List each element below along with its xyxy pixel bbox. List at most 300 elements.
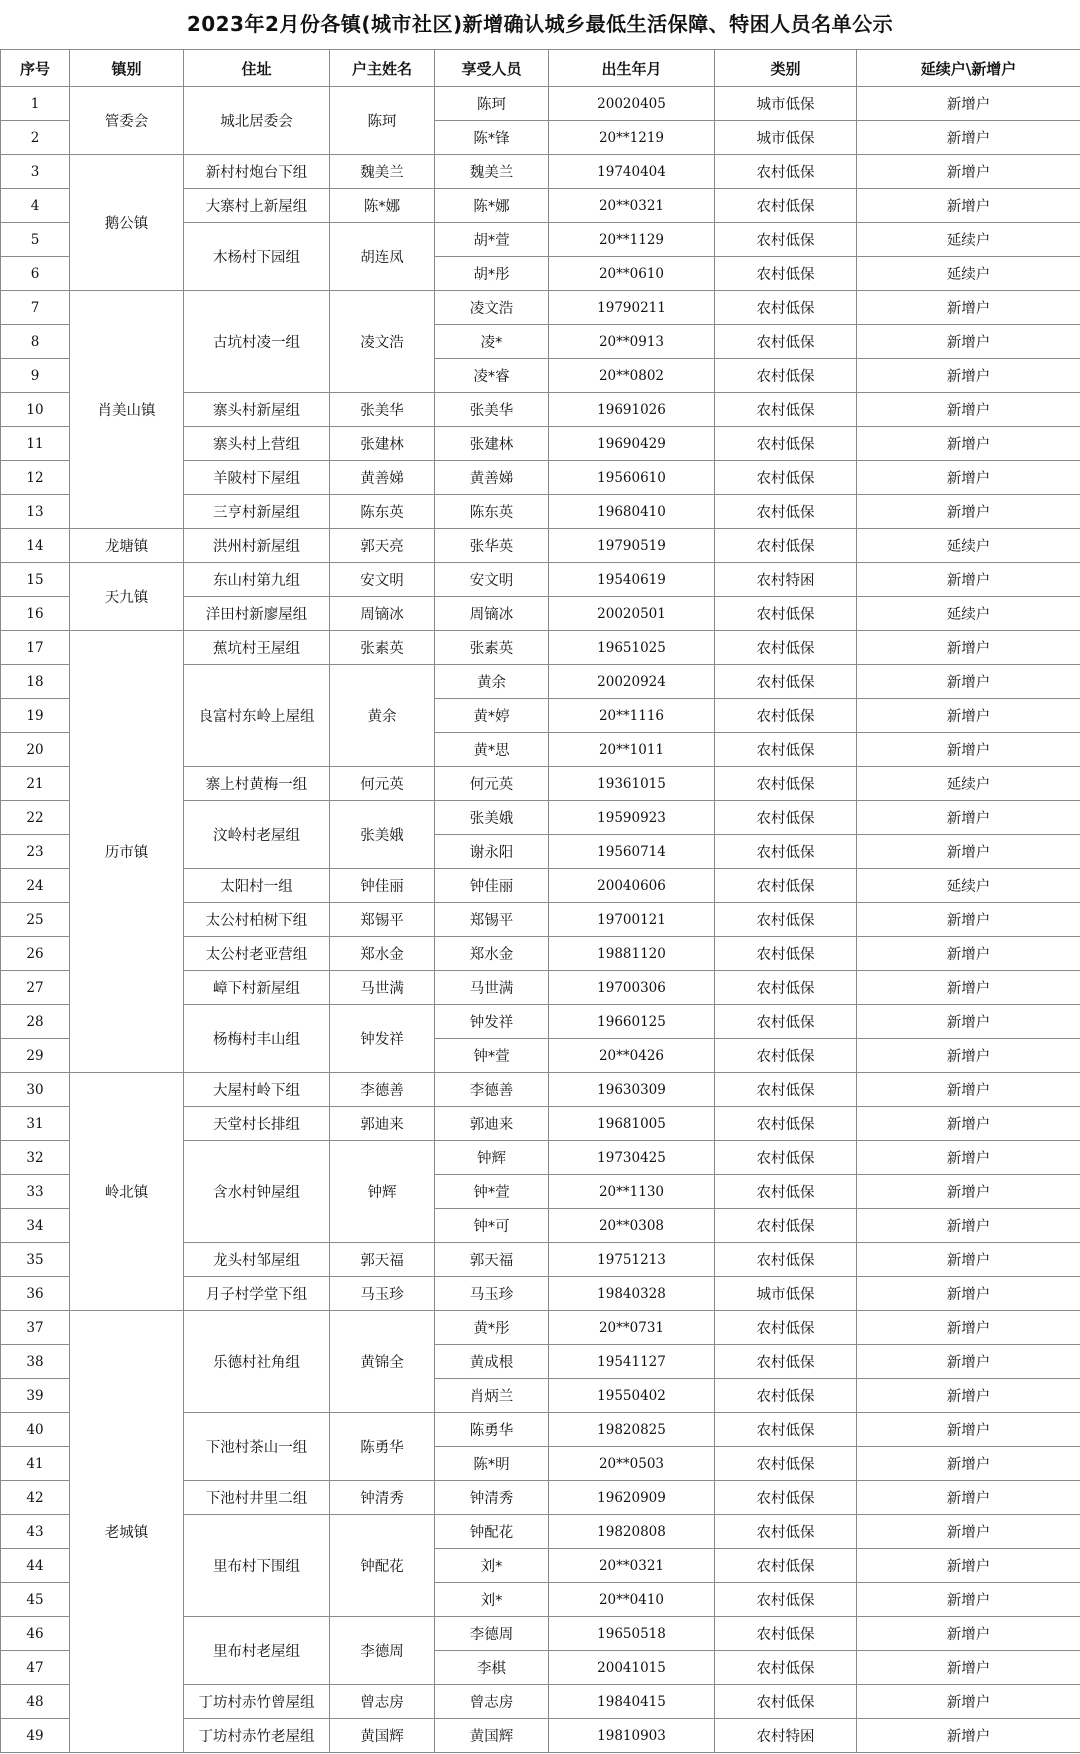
birth-date-cell: 20**0913	[549, 325, 715, 359]
row-number-cell: 11	[1, 427, 70, 461]
address-cell: 大寨村上新屋组	[184, 189, 330, 223]
household-head-cell: 陈珂	[330, 87, 435, 155]
row-number-cell: 33	[1, 1175, 70, 1209]
row-number-cell: 23	[1, 835, 70, 869]
table-body	[1, 87, 1080, 1753]
birth-date-cell: 19540619	[549, 563, 715, 597]
row-number-cell: 35	[1, 1243, 70, 1277]
address-cell: 洋田村新廖屋组	[184, 597, 330, 631]
beneficiary-cell: 张美华	[435, 393, 549, 427]
beneficiary-cell: 张美娥	[435, 801, 549, 835]
beneficiary-cell: 张建林	[435, 427, 549, 461]
status-cell: 新增户	[857, 1379, 1080, 1413]
birth-date-cell: 20**0410	[549, 1583, 715, 1617]
category-cell: 农村低保	[715, 427, 857, 461]
status-cell: 新增户	[857, 631, 1080, 665]
status-cell: 延续户	[857, 869, 1080, 903]
status-cell: 新增户	[857, 1209, 1080, 1243]
category-cell: 农村低保	[715, 1107, 857, 1141]
birth-date-cell: 20020501	[549, 597, 715, 631]
beneficiary-cell: 黄余	[435, 665, 549, 699]
row-number-cell: 10	[1, 393, 70, 427]
household-head-cell: 张美娥	[330, 801, 435, 869]
row-number-cell: 20	[1, 733, 70, 767]
status-cell: 新增户	[857, 1549, 1080, 1583]
status-cell: 新增户	[857, 1719, 1080, 1753]
beneficiary-cell: 黄成根	[435, 1345, 549, 1379]
household-head-cell: 胡连凤	[330, 223, 435, 291]
status-cell: 新增户	[857, 393, 1080, 427]
birth-date-cell: 19790519	[549, 529, 715, 563]
status-cell: 延续户	[857, 257, 1080, 291]
address-cell: 龙头村邹屋组	[184, 1243, 330, 1277]
row-number-cell: 42	[1, 1481, 70, 1515]
beneficiary-cell: 陈勇华	[435, 1413, 549, 1447]
status-cell: 延续户	[857, 223, 1080, 257]
address-cell: 洪州村新屋组	[184, 529, 330, 563]
category-cell: 农村低保	[715, 1243, 857, 1277]
town-cell: 管委会	[70, 87, 184, 155]
status-cell: 新增户	[857, 87, 1080, 121]
household-head-cell: 郑水金	[330, 937, 435, 971]
birth-date-cell: 19810903	[549, 1719, 715, 1753]
household-head-cell: 钟清秀	[330, 1481, 435, 1515]
birth-date-cell: 20**0321	[549, 1549, 715, 1583]
town-cell: 鹅公镇	[70, 155, 184, 291]
household-head-cell: 张建林	[330, 427, 435, 461]
row-number-cell: 4	[1, 189, 70, 223]
birth-date-cell: 20**0308	[549, 1209, 715, 1243]
category-cell: 城市低保	[715, 87, 857, 121]
birth-date-cell: 20041015	[549, 1651, 715, 1685]
row-number-cell: 36	[1, 1277, 70, 1311]
beneficiary-cell: 凌*	[435, 325, 549, 359]
address-cell: 嶂下村新屋组	[184, 971, 330, 1005]
birth-date-cell: 19840415	[549, 1685, 715, 1719]
table-header-row	[1, 50, 1080, 87]
address-cell: 三亨村新屋组	[184, 495, 330, 529]
status-cell: 新增户	[857, 801, 1080, 835]
status-cell: 新增户	[857, 1345, 1080, 1379]
beneficiary-cell: 黄善娣	[435, 461, 549, 495]
row-number-cell: 49	[1, 1719, 70, 1753]
status-cell: 新增户	[857, 121, 1080, 155]
address-cell: 月子村学堂下组	[184, 1277, 330, 1311]
beneficiary-cell: 周镝冰	[435, 597, 549, 631]
birth-date-cell: 19790211	[549, 291, 715, 325]
household-head-cell: 郭迪来	[330, 1107, 435, 1141]
status-cell: 新增户	[857, 155, 1080, 189]
category-cell: 农村低保	[715, 597, 857, 631]
household-head-cell: 周镝冰	[330, 597, 435, 631]
birth-date-cell: 20**1011	[549, 733, 715, 767]
row-number-cell: 13	[1, 495, 70, 529]
beneficiary-cell: 钟*萱	[435, 1039, 549, 1073]
beneficiary-cell: 安文明	[435, 563, 549, 597]
household-head-cell: 钟佳丽	[330, 869, 435, 903]
row-number-cell: 22	[1, 801, 70, 835]
address-cell: 蕉坑村王屋组	[184, 631, 330, 665]
category-cell: 农村低保	[715, 495, 857, 529]
row-number-cell: 2	[1, 121, 70, 155]
table-row	[1, 291, 1080, 325]
row-number-cell: 14	[1, 529, 70, 563]
beneficiary-cell: 曾志房	[435, 1685, 549, 1719]
category-cell: 农村低保	[715, 291, 857, 325]
birth-date-cell: 19690429	[549, 427, 715, 461]
town-cell: 龙塘镇	[70, 529, 184, 563]
beneficiary-cell: 胡*萱	[435, 223, 549, 257]
status-cell: 延续户	[857, 597, 1080, 631]
category-cell: 城市低保	[715, 121, 857, 155]
row-number-cell: 40	[1, 1413, 70, 1447]
col-header-beneficiary: 享受人员	[435, 50, 549, 87]
status-cell: 新增户	[857, 1039, 1080, 1073]
address-cell: 太阳村一组	[184, 869, 330, 903]
category-cell: 农村低保	[715, 1141, 857, 1175]
status-cell: 新增户	[857, 835, 1080, 869]
address-cell: 丁坊村赤竹曾屋组	[184, 1685, 330, 1719]
household-head-cell: 陈东英	[330, 495, 435, 529]
beneficiary-cell: 李棋	[435, 1651, 549, 1685]
row-number-cell: 17	[1, 631, 70, 665]
household-head-cell: 黄国辉	[330, 1719, 435, 1753]
birth-date-cell: 20**0610	[549, 257, 715, 291]
row-number-cell: 31	[1, 1107, 70, 1141]
col-header-no: 序号	[1, 50, 70, 87]
category-cell: 农村低保	[715, 767, 857, 801]
status-cell: 新增户	[857, 1073, 1080, 1107]
beneficiary-cell: 黄*思	[435, 733, 549, 767]
household-head-cell: 李德周	[330, 1617, 435, 1685]
household-head-cell: 郭天亮	[330, 529, 435, 563]
beneficiary-cell: 钟发祥	[435, 1005, 549, 1039]
beneficiary-cell: 郑水金	[435, 937, 549, 971]
category-cell: 农村低保	[715, 1413, 857, 1447]
beneficiary-cell: 马玉珍	[435, 1277, 549, 1311]
address-cell: 东山村第九组	[184, 563, 330, 597]
category-cell: 农村低保	[715, 699, 857, 733]
category-cell: 农村特困	[715, 563, 857, 597]
beneficiary-cell: 黄国辉	[435, 1719, 549, 1753]
row-number-cell: 47	[1, 1651, 70, 1685]
address-cell: 汶岭村老屋组	[184, 801, 330, 869]
household-head-cell: 张美华	[330, 393, 435, 427]
category-cell: 农村低保	[715, 223, 857, 257]
birth-date-cell: 19700121	[549, 903, 715, 937]
category-cell: 农村低保	[715, 189, 857, 223]
table-row	[1, 631, 1080, 665]
birth-date-cell: 20**1116	[549, 699, 715, 733]
category-cell: 农村低保	[715, 903, 857, 937]
status-cell: 新增户	[857, 563, 1080, 597]
row-number-cell: 3	[1, 155, 70, 189]
address-cell: 新村村炮台下组	[184, 155, 330, 189]
beneficiary-cell: 钟*可	[435, 1209, 549, 1243]
address-cell: 含水村钟屋组	[184, 1141, 330, 1243]
status-cell: 新增户	[857, 461, 1080, 495]
row-number-cell: 25	[1, 903, 70, 937]
household-head-cell: 马玉珍	[330, 1277, 435, 1311]
birth-date-cell: 19881120	[549, 937, 715, 971]
row-number-cell: 37	[1, 1311, 70, 1345]
row-number-cell: 16	[1, 597, 70, 631]
category-cell: 农村低保	[715, 869, 857, 903]
category-cell: 农村低保	[715, 1481, 857, 1515]
row-number-cell: 15	[1, 563, 70, 597]
table-row	[1, 1311, 1080, 1345]
category-cell: 农村低保	[715, 1175, 857, 1209]
address-cell: 大屋村岭下组	[184, 1073, 330, 1107]
birth-date-cell: 19820825	[549, 1413, 715, 1447]
beneficiary-cell: 李德善	[435, 1073, 549, 1107]
birth-date-cell: 19650518	[549, 1617, 715, 1651]
birth-date-cell: 19691026	[549, 393, 715, 427]
beneficiary-cell: 黄*彤	[435, 1311, 549, 1345]
birth-date-cell: 19700306	[549, 971, 715, 1005]
row-number-cell: 5	[1, 223, 70, 257]
birth-date-cell: 19560610	[549, 461, 715, 495]
address-cell: 里布村下围组	[184, 1515, 330, 1617]
row-number-cell: 38	[1, 1345, 70, 1379]
birth-date-cell: 19840328	[549, 1277, 715, 1311]
household-head-cell: 凌文浩	[330, 291, 435, 393]
town-cell: 历市镇	[70, 631, 184, 1073]
beneficiary-cell: 郭迪来	[435, 1107, 549, 1141]
birth-date-cell: 20**0503	[549, 1447, 715, 1481]
row-number-cell: 26	[1, 937, 70, 971]
beneficiary-cell: 张素英	[435, 631, 549, 665]
household-head-cell: 安文明	[330, 563, 435, 597]
birth-date-cell: 19681005	[549, 1107, 715, 1141]
row-number-cell: 19	[1, 699, 70, 733]
beneficiary-cell: 张华英	[435, 529, 549, 563]
status-cell: 新增户	[857, 1515, 1080, 1549]
status-cell: 新增户	[857, 1651, 1080, 1685]
birth-date-cell: 19751213	[549, 1243, 715, 1277]
category-cell: 农村低保	[715, 1549, 857, 1583]
household-head-cell: 郭天福	[330, 1243, 435, 1277]
birth-date-cell: 19560714	[549, 835, 715, 869]
address-cell: 城北居委会	[184, 87, 330, 155]
status-cell: 延续户	[857, 529, 1080, 563]
status-cell: 新增户	[857, 427, 1080, 461]
category-cell: 农村低保	[715, 1651, 857, 1685]
status-cell: 新增户	[857, 1107, 1080, 1141]
status-cell: 新增户	[857, 1005, 1080, 1039]
birth-date-cell: 19651025	[549, 631, 715, 665]
row-number-cell: 48	[1, 1685, 70, 1719]
category-cell: 农村低保	[715, 155, 857, 189]
birth-date-cell: 19620909	[549, 1481, 715, 1515]
town-cell: 老城镇	[70, 1311, 184, 1753]
col-header-household-head: 户主姓名	[330, 50, 435, 87]
status-cell: 新增户	[857, 189, 1080, 223]
status-cell: 延续户	[857, 767, 1080, 801]
table-row	[1, 1073, 1080, 1107]
row-number-cell: 27	[1, 971, 70, 1005]
town-cell: 天九镇	[70, 563, 184, 631]
category-cell: 农村低保	[715, 1379, 857, 1413]
household-head-cell: 陈*娜	[330, 189, 435, 223]
row-number-cell: 1	[1, 87, 70, 121]
table-row	[1, 563, 1080, 597]
beneficiary-cell: 陈*娜	[435, 189, 549, 223]
status-cell: 新增户	[857, 903, 1080, 937]
birth-date-cell: 19680410	[549, 495, 715, 529]
status-cell: 新增户	[857, 1685, 1080, 1719]
row-number-cell: 46	[1, 1617, 70, 1651]
row-number-cell: 7	[1, 291, 70, 325]
beneficiary-cell: 凌*睿	[435, 359, 549, 393]
row-number-cell: 39	[1, 1379, 70, 1413]
status-cell: 新增户	[857, 291, 1080, 325]
row-number-cell: 18	[1, 665, 70, 699]
category-cell: 农村低保	[715, 1345, 857, 1379]
beneficiary-cell: 刘*	[435, 1583, 549, 1617]
household-head-cell: 钟配花	[330, 1515, 435, 1617]
status-cell: 新增户	[857, 1481, 1080, 1515]
col-header-address: 住址	[184, 50, 330, 87]
status-cell: 新增户	[857, 1141, 1080, 1175]
beneficiary-cell: 钟*萱	[435, 1175, 549, 1209]
birth-date-cell: 19590923	[549, 801, 715, 835]
page-title: 2023年2月份各镇(城市社区)新增确认城乡最低生活保障、特困人员名单公示	[186, 12, 894, 36]
row-number-cell: 43	[1, 1515, 70, 1549]
row-number-cell: 34	[1, 1209, 70, 1243]
category-cell: 农村低保	[715, 1685, 857, 1719]
category-cell: 农村低保	[715, 971, 857, 1005]
category-cell: 农村低保	[715, 325, 857, 359]
birth-date-cell: 20**1130	[549, 1175, 715, 1209]
category-cell: 农村低保	[715, 835, 857, 869]
category-cell: 农村低保	[715, 1005, 857, 1039]
household-head-cell: 钟发祥	[330, 1005, 435, 1073]
birth-date-cell: 20**0802	[549, 359, 715, 393]
birth-date-cell: 20020924	[549, 665, 715, 699]
beneficiary-cell: 钟辉	[435, 1141, 549, 1175]
status-cell: 新增户	[857, 1243, 1080, 1277]
beneficiary-cell: 黄*婷	[435, 699, 549, 733]
category-cell: 农村低保	[715, 1515, 857, 1549]
beneficiary-cell: 何元英	[435, 767, 549, 801]
row-number-cell: 30	[1, 1073, 70, 1107]
row-number-cell: 29	[1, 1039, 70, 1073]
row-number-cell: 32	[1, 1141, 70, 1175]
row-number-cell: 9	[1, 359, 70, 393]
household-head-cell: 黄善娣	[330, 461, 435, 495]
category-cell: 农村低保	[715, 801, 857, 835]
birth-date-cell: 19550402	[549, 1379, 715, 1413]
beneficiary-cell: 钟佳丽	[435, 869, 549, 903]
table-row	[1, 529, 1080, 563]
household-head-cell: 魏美兰	[330, 155, 435, 189]
beneficiary-cell: 马世满	[435, 971, 549, 1005]
col-header-town: 镇别	[70, 50, 184, 87]
row-number-cell: 24	[1, 869, 70, 903]
status-cell: 新增户	[857, 1311, 1080, 1345]
status-cell: 新增户	[857, 1617, 1080, 1651]
category-cell: 农村低保	[715, 1039, 857, 1073]
address-cell: 寨上村黄梅一组	[184, 767, 330, 801]
row-number-cell: 44	[1, 1549, 70, 1583]
row-number-cell: 28	[1, 1005, 70, 1039]
table-row	[1, 155, 1080, 189]
beneficiary-cell: 钟配花	[435, 1515, 549, 1549]
status-cell: 新增户	[857, 733, 1080, 767]
category-cell: 农村低保	[715, 359, 857, 393]
status-cell: 新增户	[857, 699, 1080, 733]
beneficiary-cell: 陈珂	[435, 87, 549, 121]
address-cell: 木杨村下园组	[184, 223, 330, 291]
status-cell: 新增户	[857, 1277, 1080, 1311]
col-header-status: 延续户\新增户	[857, 50, 1080, 87]
birth-date-cell: 19730425	[549, 1141, 715, 1175]
category-cell: 农村低保	[715, 1209, 857, 1243]
birth-date-cell: 19541127	[549, 1345, 715, 1379]
beneficiary-cell: 肖炳兰	[435, 1379, 549, 1413]
address-cell: 太公村老亚营组	[184, 937, 330, 971]
address-cell: 寨头村新屋组	[184, 393, 330, 427]
household-head-cell: 黄锦全	[330, 1311, 435, 1413]
beneficiary-cell: 谢永阳	[435, 835, 549, 869]
beneficiary-cell: 凌文浩	[435, 291, 549, 325]
birth-date-cell: 20**0426	[549, 1039, 715, 1073]
address-cell: 杨梅村丰山组	[184, 1005, 330, 1073]
town-cell: 岭北镇	[70, 1073, 184, 1311]
beneficiary-cell: 胡*彤	[435, 257, 549, 291]
status-cell: 新增户	[857, 971, 1080, 1005]
household-head-cell: 曾志房	[330, 1685, 435, 1719]
table-row	[1, 87, 1080, 121]
household-head-cell: 钟辉	[330, 1141, 435, 1243]
category-cell: 农村低保	[715, 1073, 857, 1107]
address-cell: 下池村茶山一组	[184, 1413, 330, 1481]
birth-date-cell: 19361015	[549, 767, 715, 801]
row-number-cell: 41	[1, 1447, 70, 1481]
status-cell: 新增户	[857, 665, 1080, 699]
row-number-cell: 45	[1, 1583, 70, 1617]
birth-date-cell: 20**0321	[549, 189, 715, 223]
address-cell: 太公村柏树下组	[184, 903, 330, 937]
address-cell: 天堂村长排组	[184, 1107, 330, 1141]
row-number-cell: 12	[1, 461, 70, 495]
household-head-cell: 郑锡平	[330, 903, 435, 937]
category-cell: 农村低保	[715, 461, 857, 495]
category-cell: 农村低保	[715, 1447, 857, 1481]
birth-date-cell: 19660125	[549, 1005, 715, 1039]
status-cell: 新增户	[857, 937, 1080, 971]
status-cell: 新增户	[857, 1175, 1080, 1209]
household-head-cell: 何元英	[330, 767, 435, 801]
address-cell: 寨头村上营组	[184, 427, 330, 461]
birth-date-cell: 20040606	[549, 869, 715, 903]
address-cell: 下池村井里二组	[184, 1481, 330, 1515]
address-cell: 良富村东岭上屋组	[184, 665, 330, 767]
category-cell: 农村低保	[715, 257, 857, 291]
birth-date-cell: 20**1219	[549, 121, 715, 155]
status-cell: 新增户	[857, 325, 1080, 359]
row-number-cell: 8	[1, 325, 70, 359]
status-cell: 新增户	[857, 495, 1080, 529]
birth-date-cell: 19740404	[549, 155, 715, 189]
beneficiary-cell: 陈东英	[435, 495, 549, 529]
category-cell: 农村低保	[715, 1311, 857, 1345]
address-cell: 羊陂村下屋组	[184, 461, 330, 495]
status-cell: 新增户	[857, 1447, 1080, 1481]
category-cell: 农村特困	[715, 1719, 857, 1753]
beneficiary-cell: 刘*	[435, 1549, 549, 1583]
